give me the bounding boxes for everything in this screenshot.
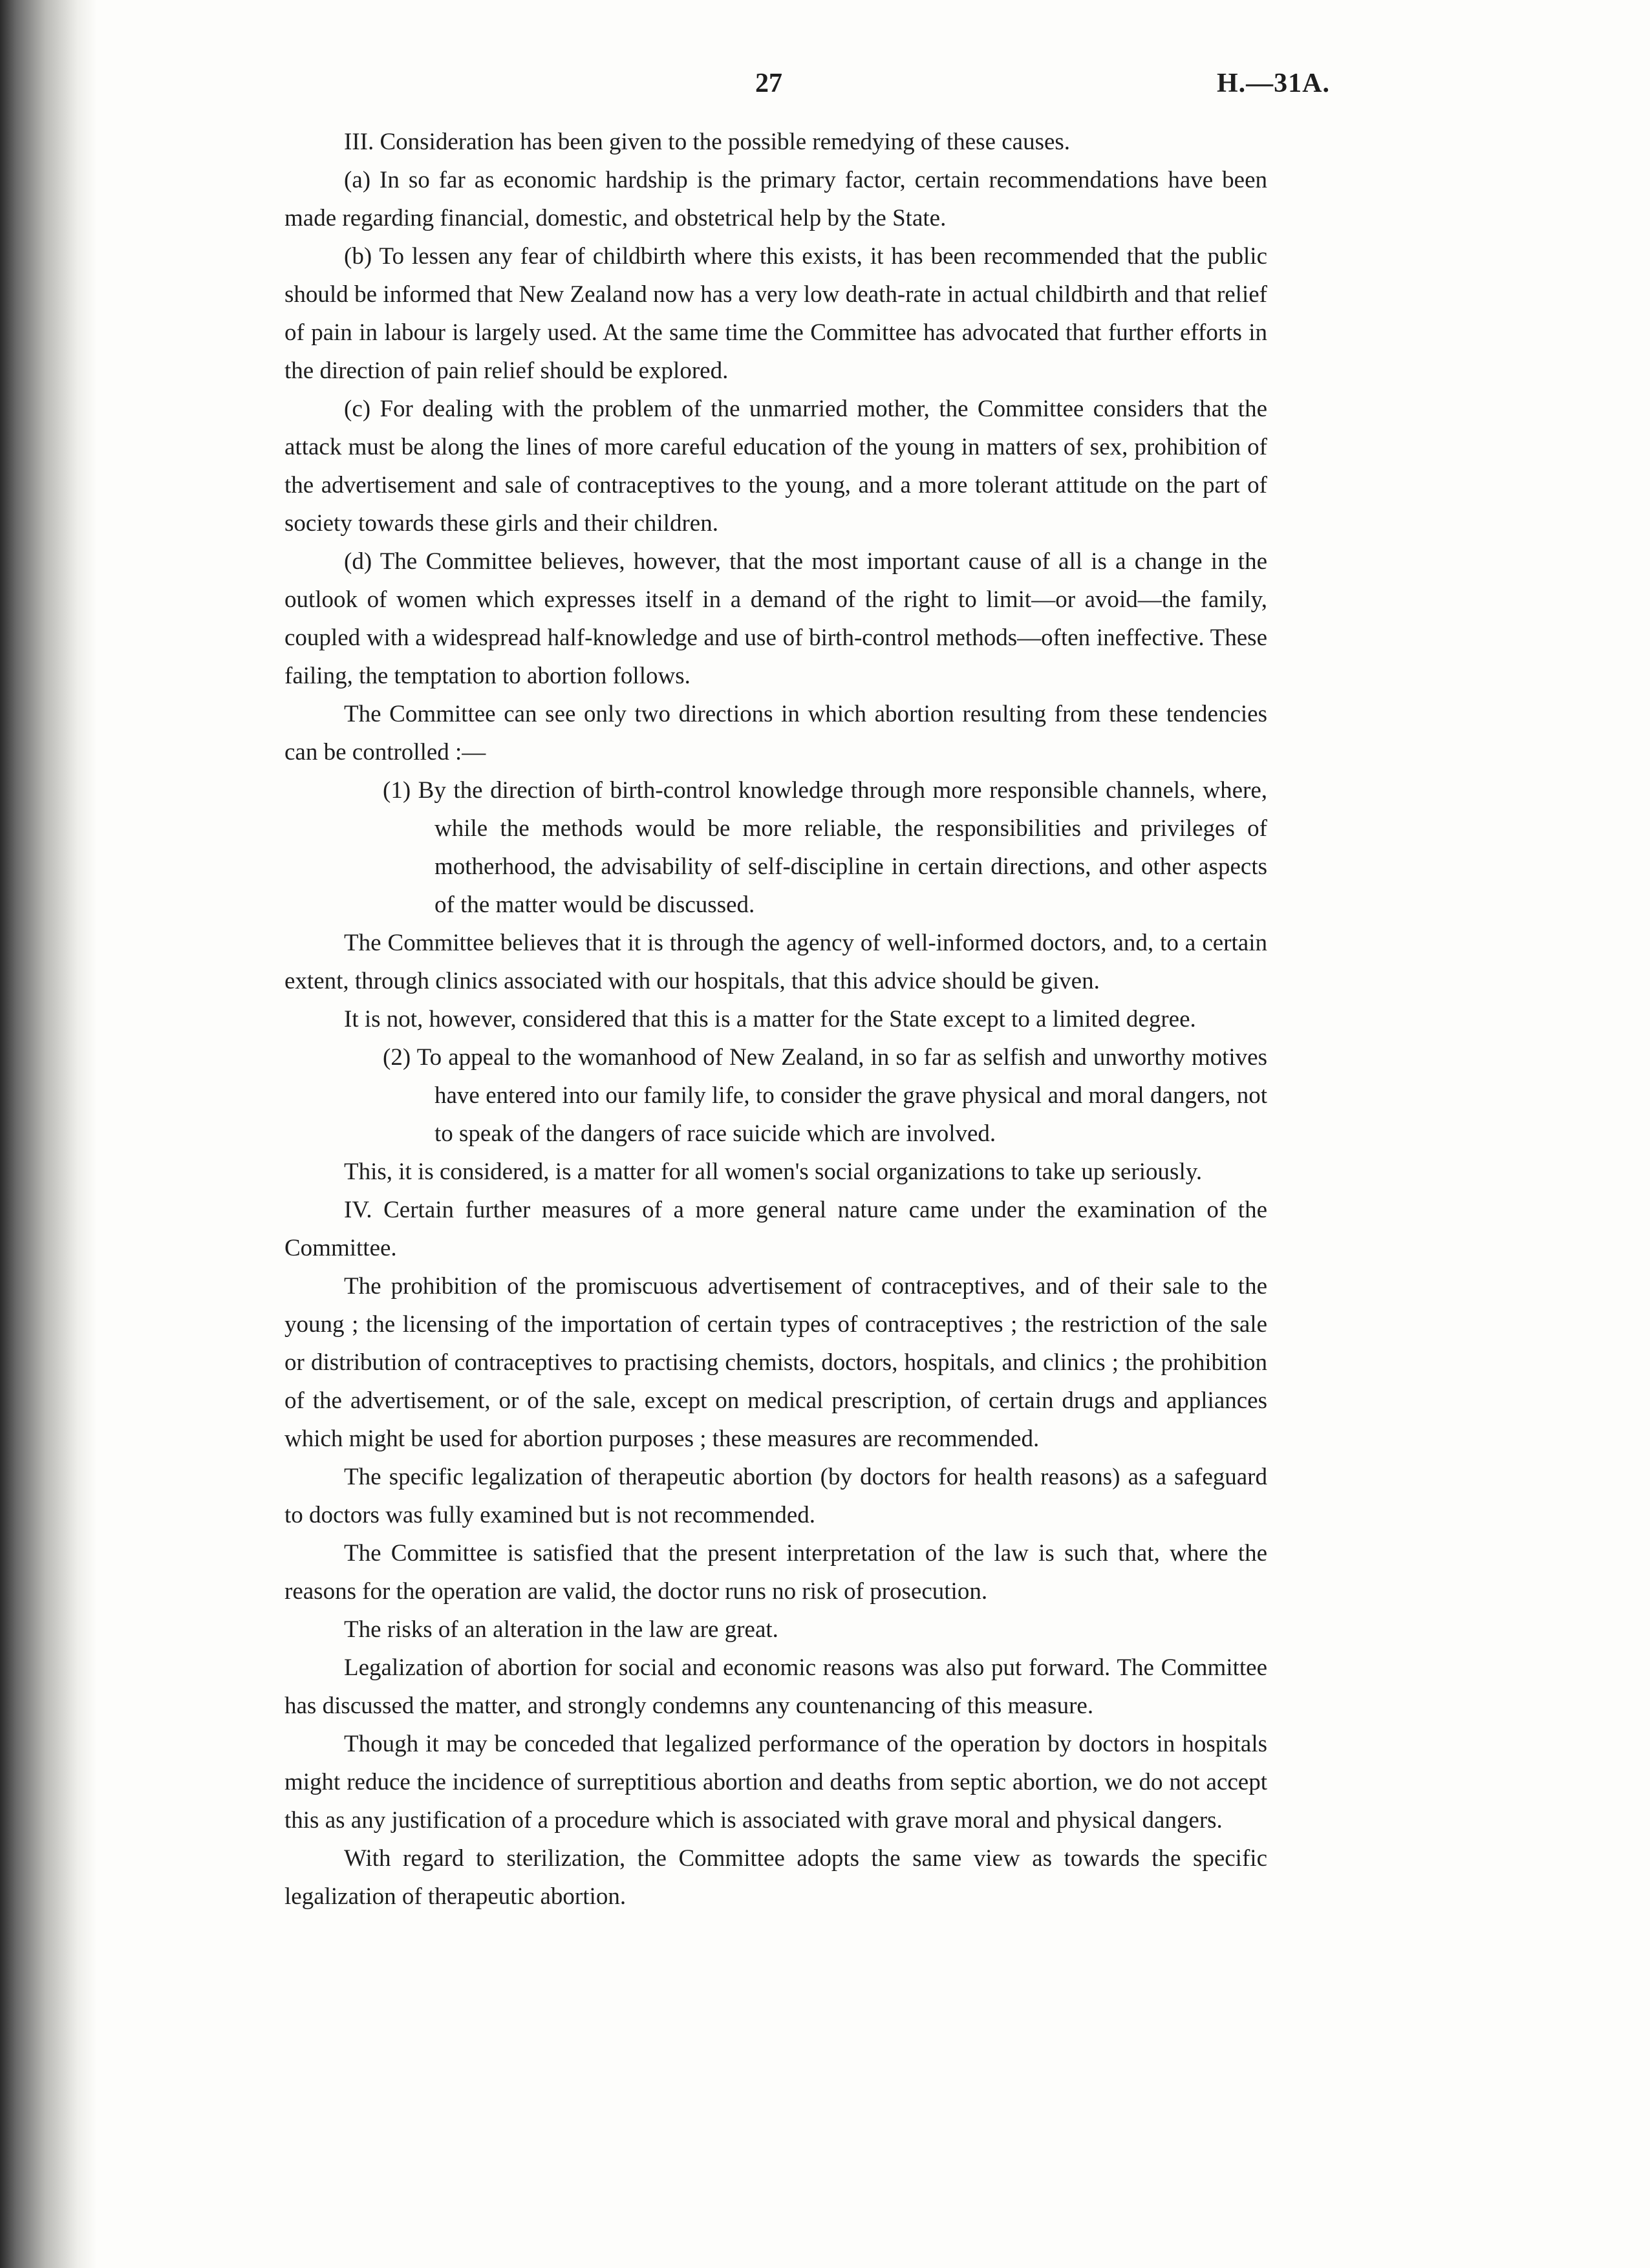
paragraph-law-interpretation: The Committee is satisfied that the present interpretation of the law is such that, where the reasons for the operation are valid, the doctor runs no risk of prosecution.	[284, 1540, 1267, 1605]
paragraph-section-iv: IV. Certain further measures of a more general nature came under the examination of the Committee.	[284, 1197, 1267, 1261]
paragraph-surreptitious-abortion: Though it may be conceded that legalized performance of the operation by doctors in hospitals might reduce the incidence of surreptitious abortion and deaths from septic abortion, we do not accept this as any justification of a procedure which is associated with grave moral and physical dangers.	[284, 1731, 1267, 1834]
paragraph-item-d: (d) The Committee believes, however, that the most important cause of all is a change in the outlook of women which expresses itself in a demand of the right to limit—or avoid—the family, coupled with a widespread half-knowledge and use of birth-control methods—often ineffective. These failing, the temptation to abortion follows.	[284, 548, 1267, 689]
paragraph-doctors-advice: The Committee believes that it is through the agency of well-informed doctors, and, to a certain extent, through clinics associated with our hospitals, that this advice should be given.	[284, 930, 1267, 994]
document-reference: H.—31A.	[1217, 69, 1330, 98]
paragraph-sterilization: With regard to sterilization, the Committee adopts the same view as towards the specific legalization of therapeutic abortion.	[284, 1845, 1267, 1910]
paragraph-prohibition-measures: The prohibition of the promiscuous advertisement of contraceptives, and of their sale to the young ; the licensing of the importation of certain types of contraceptives ; the restriction of the sale or distribution of contraceptives to practising chemists, doctors, hospitals, and clinics ; the prohibition of the advertisement, or of the sale, except on medical prescription, of certain drugs and appliances which might be used for abortion purposes ; these measures are recommended.	[284, 1273, 1267, 1452]
paragraph-two-directions: The Committee can see only two directions in which abortion resulting from these tendencies can be controlled :—	[284, 701, 1267, 765]
paragraph-social-economic-reasons: Legalization of abortion for social and economic reasons was also put forward. The Committee has discussed the matter, and strongly condemns any countenancing of this measure.	[284, 1654, 1267, 1719]
page-header	[0, 68, 1650, 120]
list-item-1: (1) By the direction of birth-control knowledge through more responsible channels, where, while the methods would be more reliable, the responsibilities and privileges of motherhood, the advisability of self-discipline in certain directions, and other aspects of the matter would be discussed.	[383, 777, 1267, 918]
paragraph-item-b: (b) To lessen any fear of childbirth where this exists, it has been recommended that the public should be informed that New Zealand now has a very low death-rate in actual childbirth and that relief of pain in labour is largely used. At the same time the Committee has advocated that further efforts in the direction of pain relief should be explored.	[284, 243, 1267, 384]
paragraph-item-c: (c) For dealing with the problem of the unmarried mother, the Committee considers that the attack must be along the lines of more careful education of the young in matters of sex, prohibition of the advertisement and sale of contraceptives to the young, and a more tolerant attitude on the part of society towards these girls and their children.	[284, 396, 1267, 537]
paragraph-item-a: (a) In so far as economic hardship is the primary factor, certain recommendations have been made regarding financial, domestic, and obstetrical help by the State.	[284, 167, 1267, 231]
paragraph-state-role: It is not, however, considered that this is a matter for the State except to a limited degree.	[344, 1006, 1196, 1032]
paragraph-law-risks: The risks of an alteration in the law are great.	[344, 1616, 778, 1643]
list-item-2: (2) To appeal to the womanhood of New Zealand, in so far as selfish and unworthy motives have entered into our family life, to consider the grave physical and moral dangers, not to speak of the dangers of race suicide which are involved.	[383, 1044, 1267, 1147]
page-number: 27	[755, 69, 782, 98]
page-binding-edge	[0, 0, 97, 2268]
document-body	[284, 123, 1267, 1916]
paragraph-womens-organizations: This, it is considered, is a matter for all women's social organizations to take up seriously.	[344, 1159, 1203, 1185]
paragraph-therapeutic-abortion: The specific legalization of therapeutic abortion (by doctors for health reasons) as a safeguard to doctors was fully examined but is not recommended.	[284, 1464, 1267, 1528]
paragraph-section-iii: III. Consideration has been given to the possible remedying of these causes.	[344, 129, 1071, 155]
